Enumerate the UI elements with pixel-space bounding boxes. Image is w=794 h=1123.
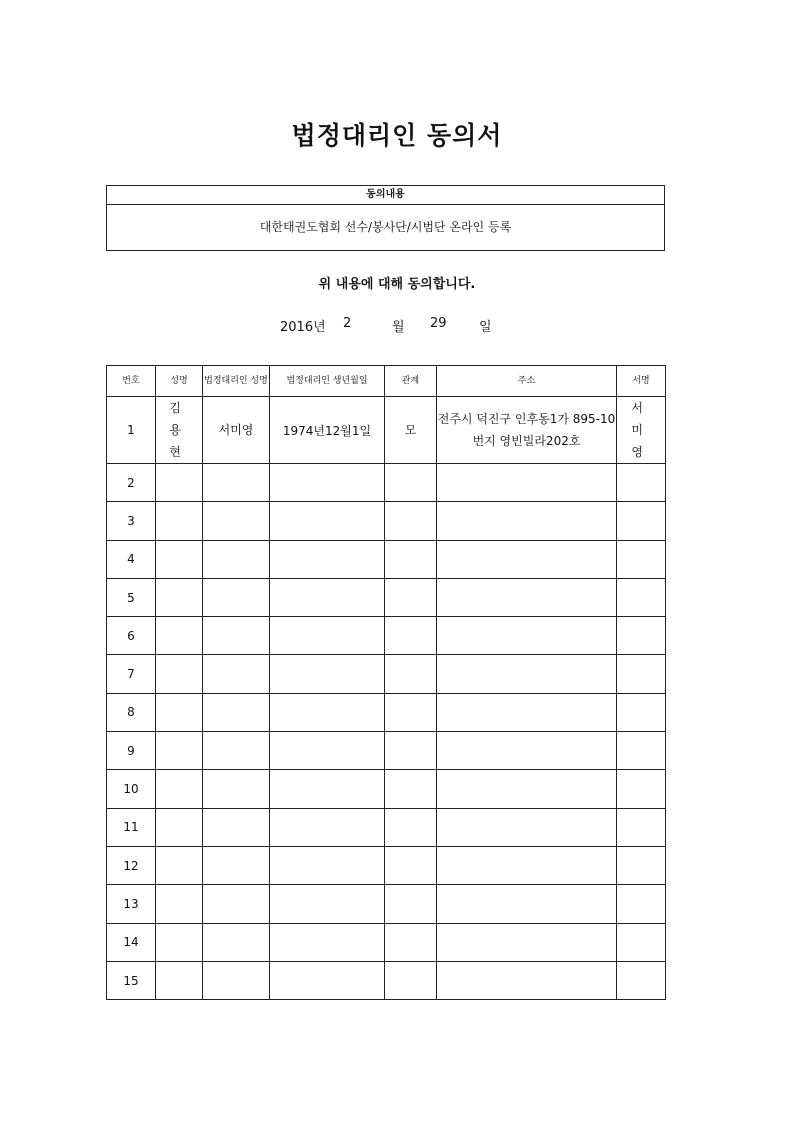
header-relation: 관계 xyxy=(385,366,437,397)
row-relation: 모 xyxy=(385,397,437,464)
table-row xyxy=(107,961,666,999)
empty-cell xyxy=(617,923,666,961)
empty-rows xyxy=(107,464,666,1000)
empty-cell xyxy=(203,923,270,961)
empty-cell xyxy=(617,502,666,540)
row-number: 3 xyxy=(107,502,156,540)
table-row xyxy=(107,846,666,884)
date-day-label: 일 xyxy=(479,320,492,335)
empty-cell xyxy=(203,808,270,846)
empty-cell xyxy=(156,578,203,616)
row-name-text: 김 용 현 xyxy=(169,401,181,459)
empty-cell xyxy=(270,464,385,502)
date-day-value: 29 xyxy=(430,316,447,331)
empty-cell xyxy=(385,540,437,578)
table-row xyxy=(107,464,666,502)
empty-cell xyxy=(270,961,385,999)
empty-cell xyxy=(385,578,437,616)
header-number: 번호 xyxy=(107,366,156,397)
table-row xyxy=(107,502,666,540)
empty-cell xyxy=(203,732,270,770)
empty-cell xyxy=(270,885,385,923)
empty-cell xyxy=(203,770,270,808)
empty-cell xyxy=(156,502,203,540)
table-row xyxy=(107,397,666,464)
empty-cell xyxy=(437,846,617,884)
empty-cell xyxy=(437,617,617,655)
empty-cell xyxy=(270,770,385,808)
row-number: 7 xyxy=(107,655,156,693)
row-address: 전주시 덕진구 인후동1가 895-10번지 영빈빌라202호 xyxy=(437,397,617,464)
table-row xyxy=(107,732,666,770)
row-number: 1 xyxy=(107,397,156,464)
empty-cell xyxy=(270,808,385,846)
header-address: 주소 xyxy=(437,366,617,397)
empty-cell xyxy=(437,502,617,540)
empty-cell xyxy=(156,808,203,846)
empty-cell xyxy=(156,617,203,655)
row-signature-text: 서 미 영 xyxy=(631,401,643,459)
empty-cell xyxy=(437,808,617,846)
row-number: 2 xyxy=(107,464,156,502)
empty-cell xyxy=(385,885,437,923)
header-guardian-birth: 법정대리인 생년월일 xyxy=(270,366,385,397)
empty-cell xyxy=(385,808,437,846)
empty-cell xyxy=(156,655,203,693)
table-row xyxy=(107,655,666,693)
row-number: 6 xyxy=(107,617,156,655)
row-number: 4 xyxy=(107,540,156,578)
empty-cell xyxy=(270,732,385,770)
empty-cell xyxy=(203,540,270,578)
empty-cell xyxy=(437,923,617,961)
empty-cell xyxy=(270,540,385,578)
empty-cell xyxy=(617,808,666,846)
empty-cell xyxy=(385,846,437,884)
empty-cell xyxy=(203,693,270,731)
empty-cell xyxy=(385,770,437,808)
row-guardian-name: 서미영 xyxy=(203,397,270,464)
row-guardian-birth: 1974년12월1일 xyxy=(270,397,385,464)
empty-cell xyxy=(385,655,437,693)
empty-cell xyxy=(156,885,203,923)
table-row xyxy=(107,578,666,616)
empty-cell xyxy=(156,846,203,884)
empty-cell xyxy=(617,961,666,999)
row-number: 12 xyxy=(107,846,156,884)
agreement-statement: 위 내용에 대해 동의합니다. xyxy=(318,277,476,292)
consent-header: 동의내용 xyxy=(107,186,664,205)
header-guardian-name: 법정대리인 성명 xyxy=(203,366,270,397)
empty-cell xyxy=(385,617,437,655)
empty-cell xyxy=(203,655,270,693)
empty-cell xyxy=(437,770,617,808)
table-row xyxy=(107,693,666,731)
empty-cell xyxy=(617,693,666,731)
header-name: 성명 xyxy=(156,366,203,397)
empty-cell xyxy=(156,923,203,961)
empty-cell xyxy=(617,732,666,770)
empty-cell xyxy=(156,961,203,999)
empty-cell xyxy=(156,540,203,578)
empty-cell xyxy=(385,502,437,540)
empty-cell xyxy=(437,464,617,502)
empty-cell xyxy=(617,617,666,655)
empty-cell xyxy=(437,885,617,923)
empty-cell xyxy=(270,693,385,731)
row-number: 8 xyxy=(107,693,156,731)
consent-content: 대한태권도협회 선수/봉사단/시범단 온라인 등록 xyxy=(259,220,512,234)
empty-cell xyxy=(156,693,203,731)
empty-cell xyxy=(203,617,270,655)
table-row xyxy=(107,923,666,961)
empty-cell xyxy=(617,578,666,616)
row-signature xyxy=(617,397,666,464)
empty-cell xyxy=(385,961,437,999)
empty-cell xyxy=(437,578,617,616)
header-signature: 서명 xyxy=(617,366,666,397)
row-number: 14 xyxy=(107,923,156,961)
row-name xyxy=(156,397,203,464)
date-month-value: 2 xyxy=(343,316,352,331)
empty-cell xyxy=(156,732,203,770)
date-month-label: 월 xyxy=(392,320,405,335)
empty-cell xyxy=(617,885,666,923)
empty-cell xyxy=(156,770,203,808)
empty-cell xyxy=(437,961,617,999)
row-number: 11 xyxy=(107,808,156,846)
document-title: 법정대리인 동의서 xyxy=(291,121,503,150)
empty-cell xyxy=(156,464,203,502)
empty-cell xyxy=(437,655,617,693)
empty-cell xyxy=(385,464,437,502)
empty-cell xyxy=(270,502,385,540)
empty-cell xyxy=(203,464,270,502)
empty-cell xyxy=(385,923,437,961)
empty-cell xyxy=(203,885,270,923)
date-year: 2016년 xyxy=(280,320,326,335)
row-number: 13 xyxy=(107,885,156,923)
empty-cell xyxy=(617,846,666,884)
empty-cell xyxy=(617,540,666,578)
empty-cell xyxy=(617,655,666,693)
empty-cell xyxy=(437,732,617,770)
empty-cell xyxy=(203,961,270,999)
empty-cell xyxy=(270,923,385,961)
empty-cell xyxy=(203,502,270,540)
empty-cell xyxy=(203,578,270,616)
empty-cell xyxy=(270,617,385,655)
empty-cell xyxy=(270,578,385,616)
empty-cell xyxy=(617,770,666,808)
row-number: 5 xyxy=(107,578,156,616)
empty-cell xyxy=(270,846,385,884)
row-number: 10 xyxy=(107,770,156,808)
consent-box xyxy=(106,185,665,251)
empty-cell xyxy=(437,540,617,578)
empty-cell xyxy=(385,732,437,770)
table-header-row xyxy=(107,366,666,397)
empty-cell xyxy=(617,464,666,502)
empty-cell xyxy=(270,655,385,693)
empty-cell xyxy=(437,693,617,731)
row-number: 15 xyxy=(107,961,156,999)
table-row xyxy=(107,885,666,923)
guardian-table xyxy=(106,365,666,1000)
row-number: 9 xyxy=(107,732,156,770)
table-row xyxy=(107,617,666,655)
table-row xyxy=(107,540,666,578)
table-row xyxy=(107,770,666,808)
empty-cell xyxy=(385,693,437,731)
table-row xyxy=(107,808,666,846)
empty-cell xyxy=(203,846,270,884)
